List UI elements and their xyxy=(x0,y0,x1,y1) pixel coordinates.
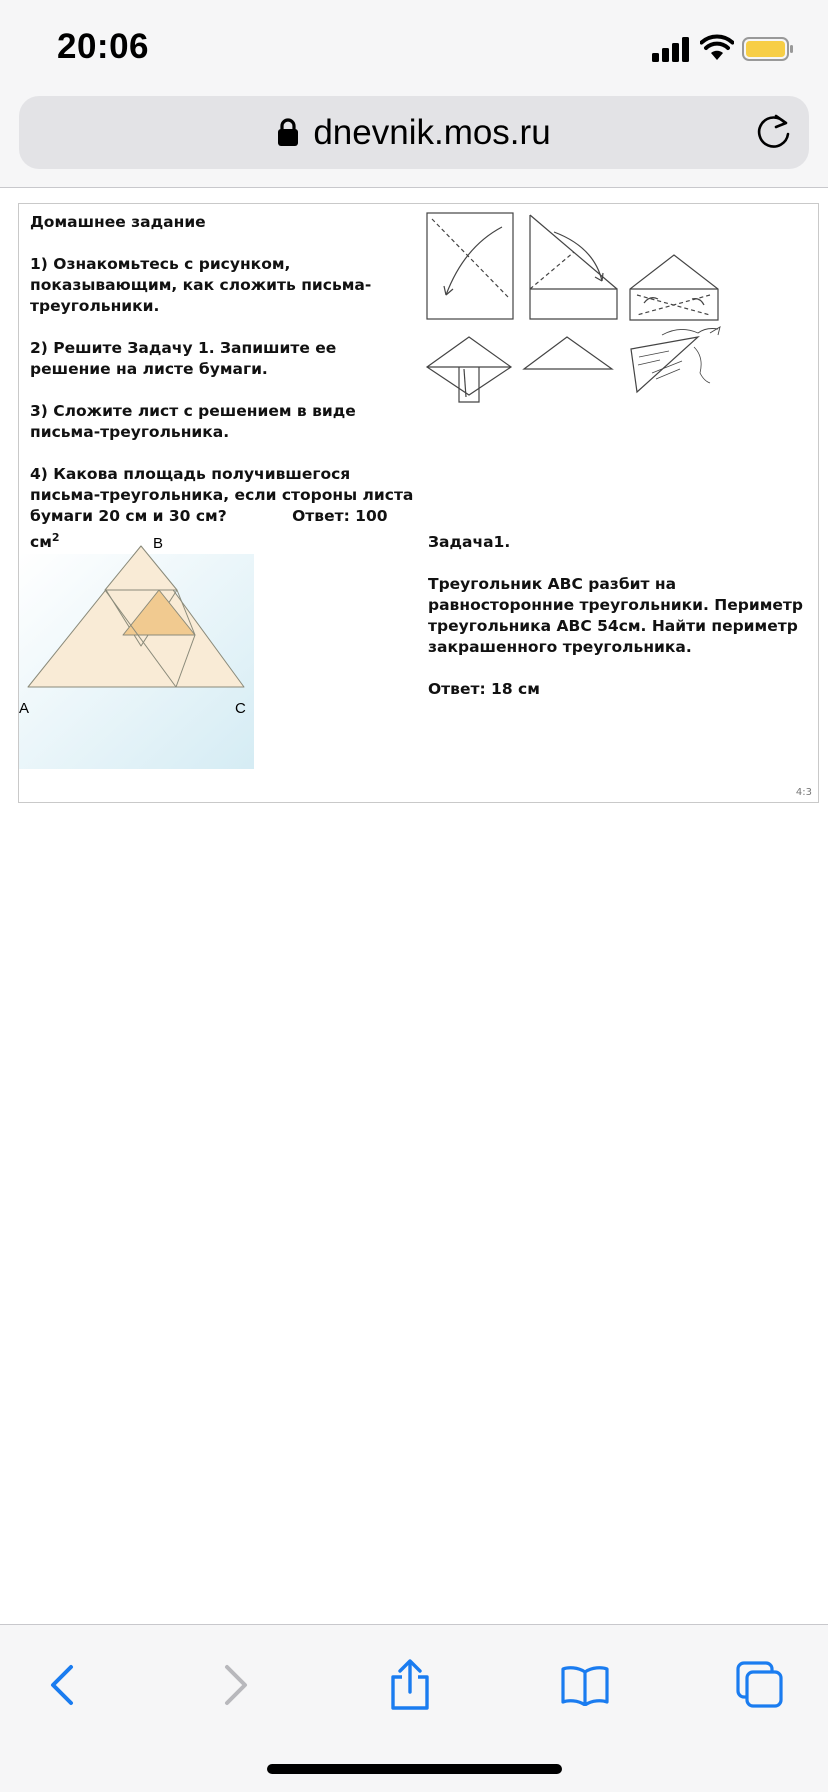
homework-answer-sup: 2 xyxy=(51,531,60,544)
tabs-icon xyxy=(735,1660,785,1710)
vertex-label-a: A xyxy=(19,700,30,717)
forward-button[interactable] xyxy=(206,1657,266,1713)
status-bar xyxy=(0,0,828,88)
task-text: Треугольник АВС разбит на равносторонние треугольники. Периметр треугольника АВС 54см. Найти периметр закрашенного треугольника. xyxy=(428,575,804,656)
address-bar[interactable] xyxy=(19,96,809,169)
cellular-signal-icon xyxy=(652,36,690,62)
task-answer: Ответ: 18 см xyxy=(428,680,540,698)
bookmarks-button[interactable] xyxy=(555,1657,615,1713)
battery-icon xyxy=(742,37,794,61)
browser-address-area xyxy=(0,88,828,188)
url-text[interactable]: dnevnik.mos.ru xyxy=(313,112,551,152)
homework-item-2: 2) Решите Задачу 1. Запишите ее решение на листе бумаги. xyxy=(30,339,337,378)
vertex-label-c: C xyxy=(235,700,246,717)
home-indicator[interactable] xyxy=(267,1764,562,1774)
chevron-left-icon xyxy=(47,1663,77,1707)
reload-icon[interactable] xyxy=(755,112,793,152)
slide-aspect-label: 4:3 xyxy=(795,787,812,798)
tabs-button[interactable] xyxy=(730,1657,790,1713)
homework-item-4: 4) Какова площадь получившегося письма-треугольника, если стороны листа бумаги 20 см и 30 см? xyxy=(30,465,414,525)
homework-slide xyxy=(18,203,819,803)
status-time: 20:06 xyxy=(57,27,150,66)
wifi-icon xyxy=(700,34,734,62)
back-button[interactable] xyxy=(32,1657,92,1713)
letter-folding-illustration xyxy=(424,207,744,407)
homework-title: Домашнее задание xyxy=(30,213,206,231)
task-title: Задача1. xyxy=(428,533,511,551)
share-button[interactable] xyxy=(380,1657,440,1713)
share-icon xyxy=(388,1659,432,1711)
chevron-right-icon xyxy=(221,1663,251,1707)
book-icon xyxy=(560,1664,610,1706)
lock-icon xyxy=(277,117,299,147)
homework-item-1: 1) Ознакомьтесь с рисунком, показывающим, как сложить письма-треугольники. xyxy=(30,255,372,315)
homework-text-block xyxy=(30,212,420,574)
vertex-label-b: B xyxy=(153,535,164,552)
homework-answer-text: Ответ: 100 см xyxy=(30,507,388,552)
triangle-abc-figure xyxy=(19,524,259,769)
url-container[interactable] xyxy=(19,96,809,169)
homework-item-3: 3) Сложите лист с решением в виде письма-треугольника. xyxy=(30,402,356,441)
task-text-block xyxy=(428,532,818,721)
